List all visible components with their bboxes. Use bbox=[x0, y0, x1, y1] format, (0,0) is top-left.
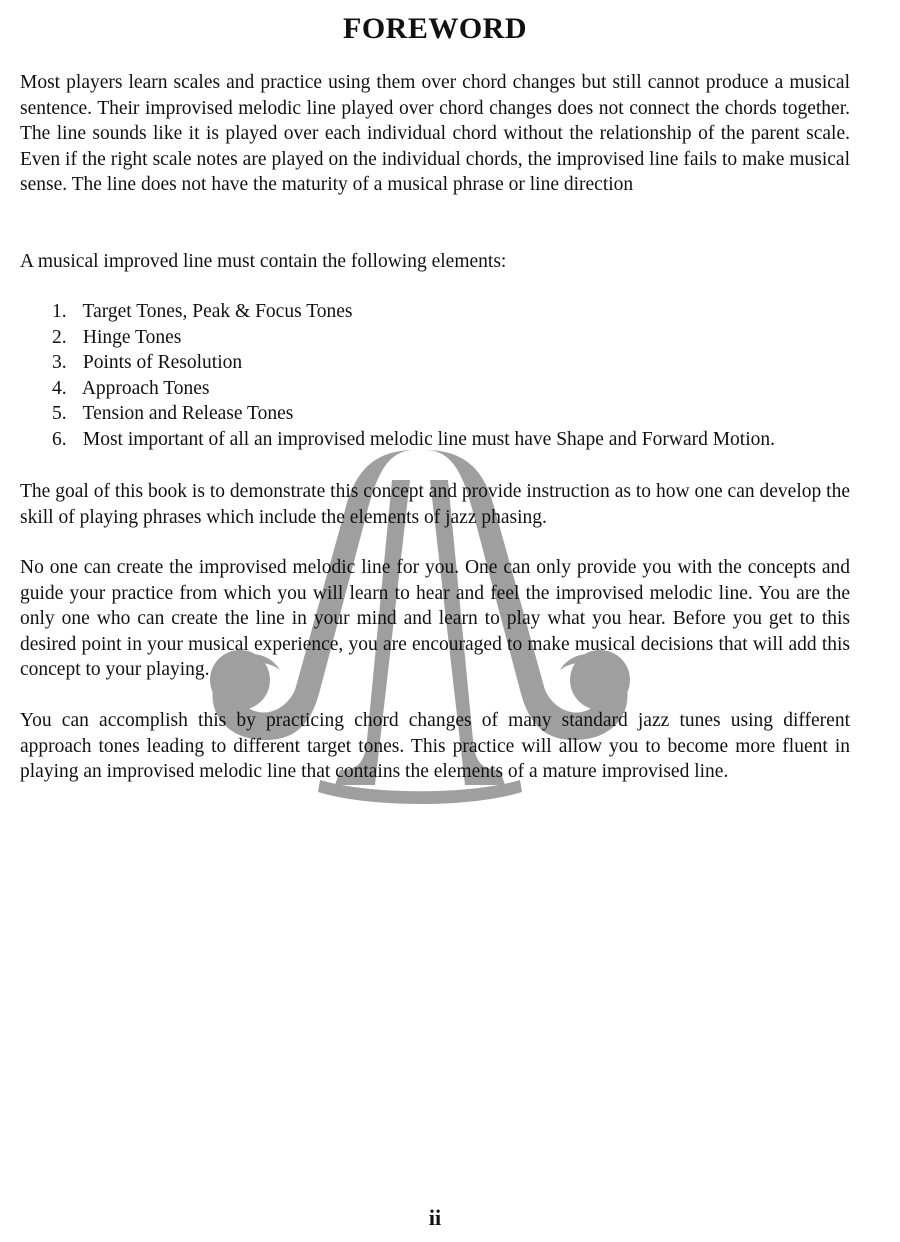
page-number: ii bbox=[428, 1205, 442, 1230]
list-item: 6. Most important of all an improvised melodic line must have Shape and Forward Motion. bbox=[52, 428, 776, 450]
elements-list bbox=[52, 299, 852, 452]
intro-paragraph: Most players learn scales and practice using them over chord changes but still cannot produce a musical sentence. Their improvised melodic line played over chord changes does not connect the chords together. The line sounds like it is played over each individual chord without the relationship of the parent scale. Even if the right scale notes are played on the individual chords, the improvised line fails to make musical sense. The line does not have the maturity of a musical phrase or line direction bbox=[20, 72, 850, 195]
practice-paragraph: You can accomplish this by practicing chord changes of many standard jazz tunes using different approach tones leading to different target tones. This practice will allow you to become more fluent in playing an improvised melodic line that contains the elements of a mature improvised line. bbox=[20, 710, 850, 782]
page-title: FOREWORD bbox=[343, 12, 527, 45]
goal-paragraph: The goal of this book is to demonstrate this concept and provide instruction as to how one can develop the skill of playing phrases which include the elements of jazz phasing. bbox=[20, 481, 850, 528]
list-item: 2. Hinge Tones bbox=[52, 326, 182, 348]
creation-paragraph: No one can create the improvised melodic line for you. One can only provide you with the concepts and guide your practice from which you will learn to hear and feel the improvised melodic line. You are the only one who can create the line in your mind and learn to play what you hear. Before you get to this desired point in your musical experience, you are encouraged to make musical decisions that will add this concept to your playing. bbox=[20, 557, 850, 680]
elements-intro-paragraph: A musical improved line must contain the following elements: bbox=[20, 251, 507, 272]
list-item: 5. Tension and Release Tones bbox=[52, 403, 294, 424]
list-item: 4. Approach Tones bbox=[52, 377, 210, 399]
list-item: 3. Points of Resolution bbox=[52, 352, 243, 373]
list-item: 1. Target Tones, Peak & Focus Tones bbox=[52, 301, 353, 322]
page-content bbox=[20, 0, 850, 782]
